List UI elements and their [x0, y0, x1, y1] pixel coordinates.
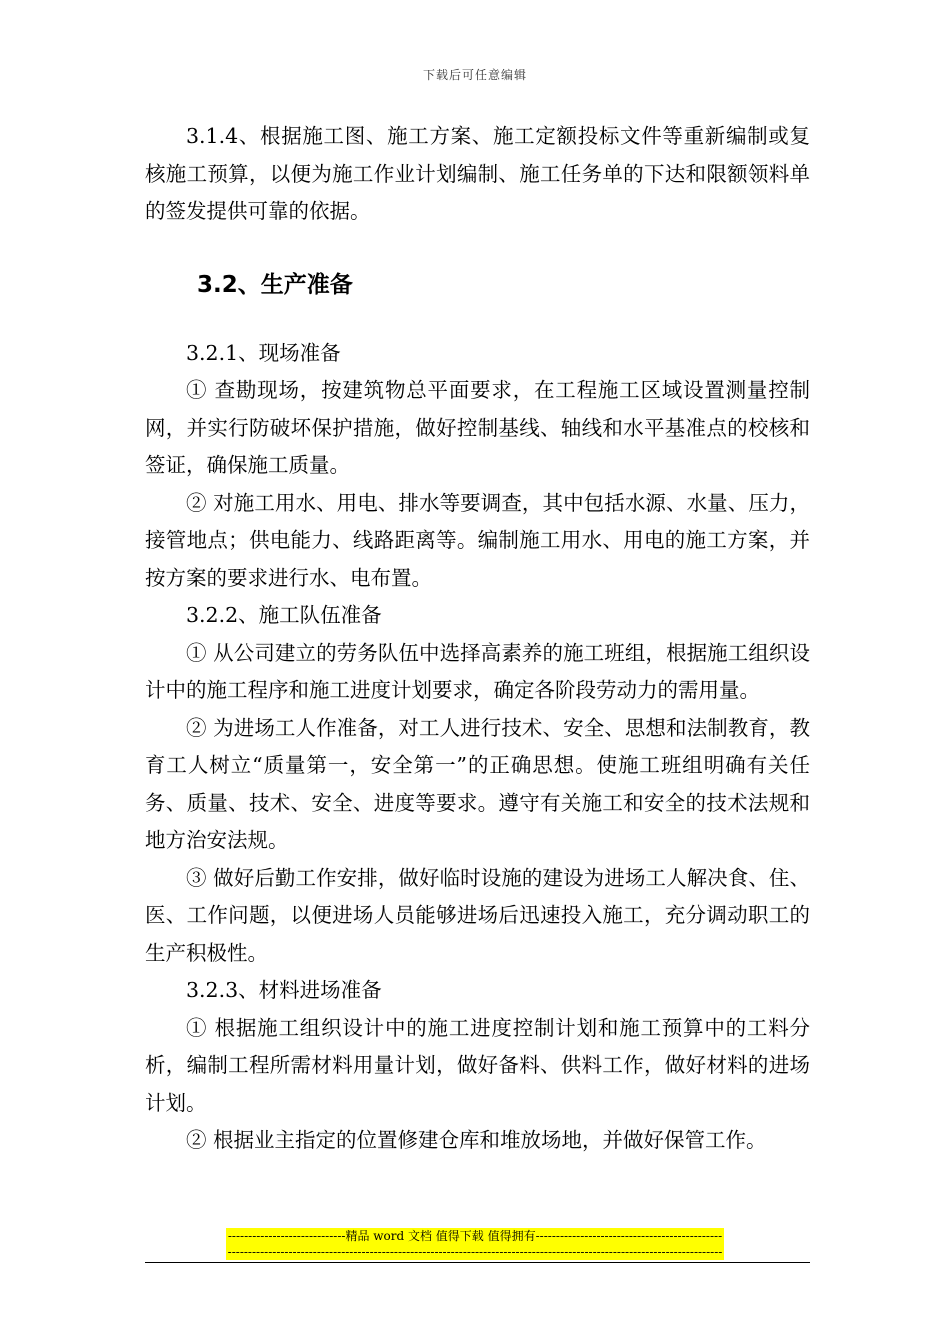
paragraph-3-2-1-item-2: ② 对施工用水、用电、排水等要调查，其中包括水源、水量、压力，接管地点；供电能力、线路距离等。编制施工用水、用电的施工方案，并按方案的要求进行水、电布置。 — [145, 490, 810, 590]
paragraph-3-2-2-item-3: ③ 做好后勤工作安排，做好临时设施的建设为进场工人解决食、住、医、工作问题，以便进场人员能够进场后迅速投入施工，充分调动职工的生产积极性。 — [145, 865, 810, 965]
paragraph-3-2-2-item-1: ① 从公司建立的劳务队伍中选择高素养的施工班组，根据施工组织设计中的施工程序和施工进度计划要求，确定各阶段劳动力的需用量。 — [145, 640, 810, 702]
subheading-3-2-1: 3.2.1、现场准备 — [186, 340, 341, 365]
paragraph-3-2-1-item-1: ① 查勘现场，按建筑物总平面要求，在工程施工区域设置测量控制网，并实行防破坏保护措施，做好控制基线、轴线和水平基准点的校核和签证，确保施工质量。 — [145, 378, 810, 477]
document-body — [145, 118, 810, 1160]
paragraph-3-2-3-item-2: ② 根据业主指定的位置修建仓库和堆放场地，并做好保管工作。 — [186, 1128, 767, 1152]
paragraph-3-2-2-item-2: ② 为进场工人作准备，对工人进行技术、安全、思想和法制教育，教育工人树立“质量第一，安全第一”的正确思想。使施工班组明确有关任务、质量、技术、安全、进度等要求。遵守有关施工和安全的技术法规和地方治安法规。 — [145, 715, 810, 852]
paragraph-3-2-3-item-1: ① 根据施工组织设计中的施工进度控制计划和施工预算中的工料分析，编制工程所需材料用量计划，做好备料、供料工作，做好材料的进场计划。 — [145, 1015, 810, 1115]
subheading-3-2-3: 3.2.3、材料进场准备 — [186, 978, 382, 1002]
subheading-3-2-2: 3.2.2、施工队伍准备 — [186, 603, 382, 627]
footer-divider — [145, 1262, 810, 1263]
page-header: 下载后可任意编辑 — [422, 68, 527, 82]
page-footer — [0, 1228, 950, 1260]
section-heading-3-2: 3.2、生产准备 — [197, 271, 353, 298]
footer-banner-line-2: -------------------------------------------------------------------------------------------------------------------------- — [227, 1245, 723, 1259]
paragraph-3-1-4: 3.1.4、根据施工图、施工方案、施工定额投标文件等重新编制或复核施工预算，以便为施工作业计划编制、施工任务单的下达和限额领料单的签发提供可靠的依据。 — [145, 124, 810, 223]
footer-banner-line-1: -----------------------------精品 word 文档 值得下载 值得拥有---------------------------------------------- — [227, 1229, 723, 1243]
